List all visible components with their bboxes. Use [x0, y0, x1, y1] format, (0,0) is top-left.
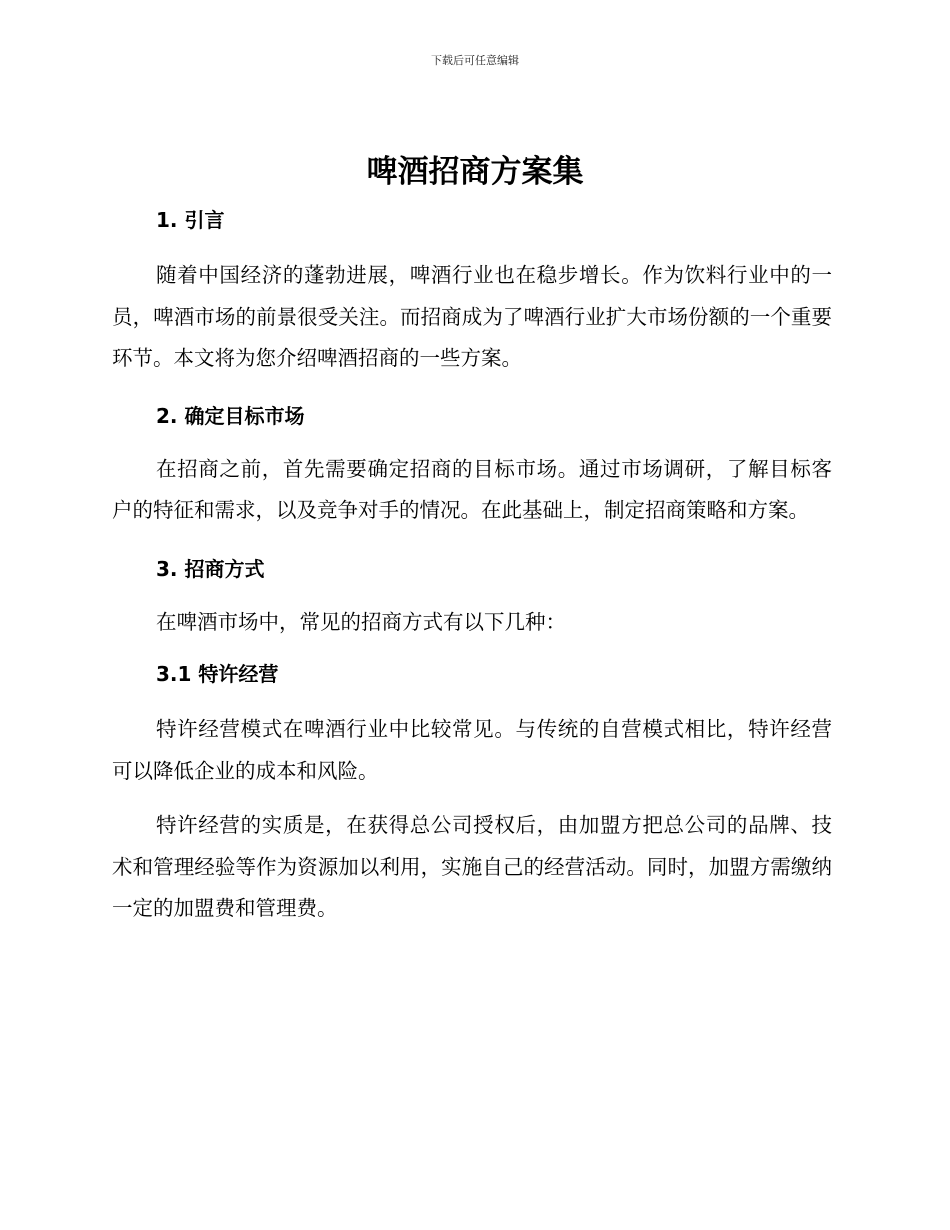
- paragraph-franchising-overview: 特许经营模式在啤酒行业中比较常见。与传统的自营模式相比，特许经营可以降低企业的成本和风险。: [112, 717, 832, 783]
- section-heading-target-market: 2. 确定目标市场: [156, 403, 305, 428]
- paragraph-introduction: 随着中国经济的蓬勃进展，啤酒行业也在稳步增长。作为饮料行业中的一员，啤酒市场的前景很受关注。而招商成为了啤酒行业扩大市场份额的一个重要环节。本文将为您介绍啤酒招商的一些方案。: [112, 263, 832, 370]
- document-body: [112, 205, 832, 930]
- section-heading-franchising: 3.1 特许经营: [156, 662, 279, 686]
- document-title: 啤酒招商方案集: [366, 154, 584, 190]
- paragraph-target-market: 在招商之前，首先需要确定招商的目标市场。通过市场调研，了解目标客户的特征和需求，以及竞争对手的情况。在此基础上，制定招商策略和方案。: [112, 456, 832, 522]
- page-header: 下载后可任意编辑: [431, 54, 519, 67]
- section-heading-introduction: 1. 引言: [156, 208, 225, 232]
- paragraph-investment-methods: 在啤酒市场中，常见的招商方式有以下几种：: [156, 609, 566, 634]
- paragraph-franchising-essence: 特许经营的实质是，在获得总公司授权后，由加盟方把总公司的品牌、技术和管理经验等作为资源加以利用，实施自己的经营活动。同时，加盟方需缴纳一定的加盟费和管理费。: [112, 813, 832, 920]
- section-heading-investment-methods: 3. 招商方式: [156, 556, 265, 581]
